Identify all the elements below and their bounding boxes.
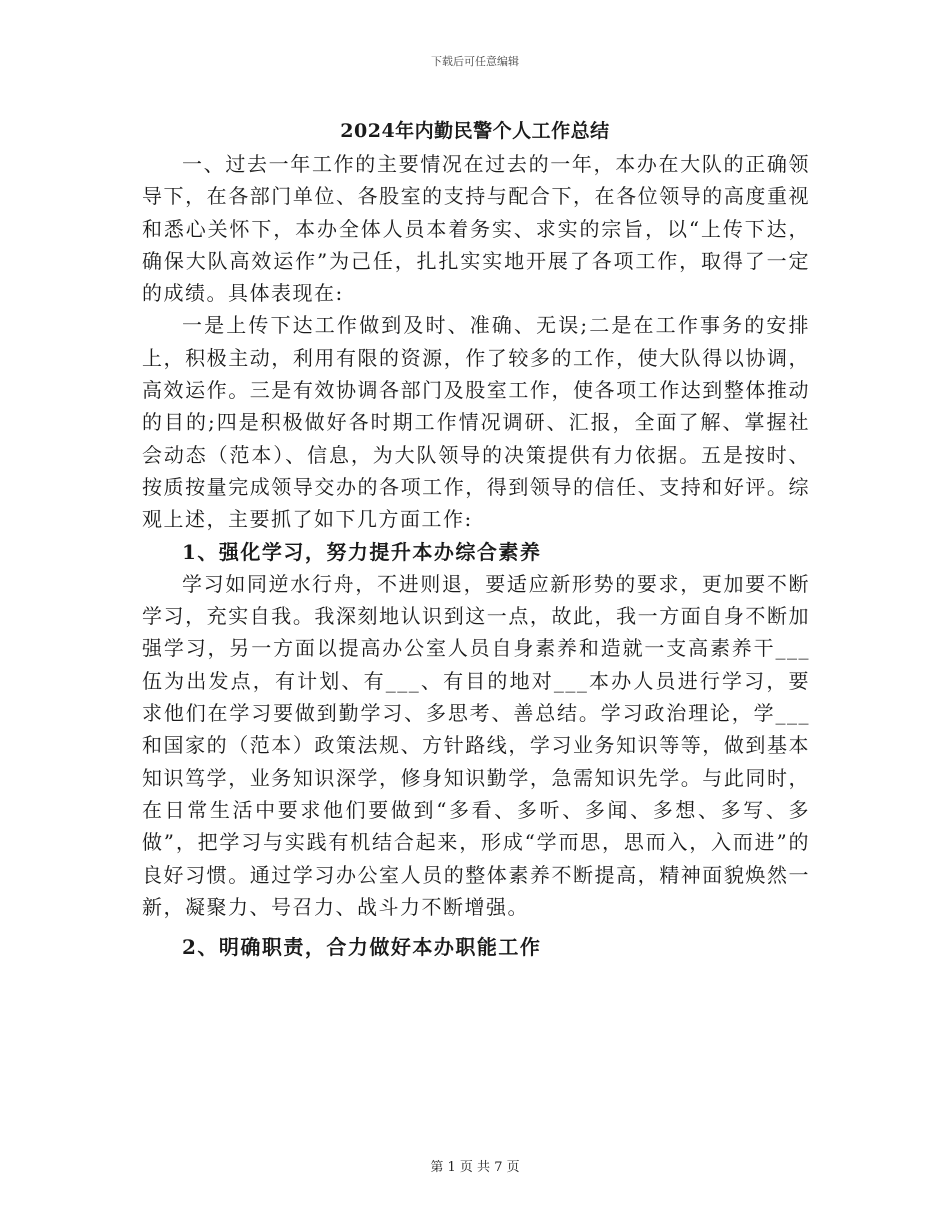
section-heading-2: 2、明确职责，合力做好本办职能工作 [182, 935, 542, 960]
paragraph-achievements: 一是上传下达工作做到及时、准确、无误;二是在工作事务的安排上，积极主动，利用有限的资源，作了较多的工作，使大队得以协调，高效运作。三是有效协调各部门及股室工作，使各项工作达到整体推动的目的;四是积极做好各时期工作情况调研、汇报，全面了解、掌握社会动态（范本）、信息，为大队领导的决策提供有力依据。五是按时、按质按量完成领导交办的各项工作，得到领导的信任、支持和好评。综观上述，主要抓了如下几方面工作: [142, 313, 810, 532]
document-body [142, 148, 810, 963]
page-header-note: 下载后可任意编辑 [431, 55, 519, 68]
paragraph-section-1: 学习如同逆水行舟，不进则退，要适应新形势的要求，更加要不断学习，充实自我。我深刻地认识到这一点，故此，我一方面自身不断加强学习，另一方面以提高办公室人员自身素养和造就一支高素养干___伍为出发点，有计划、有___、有目的地对___本办人员进行学习，要求他们在学习要做到勤学习、多思考、善总结。学习政治理论，学___和国家的（范本）政策法规、方针路线，学习业务知识等等，做到基本知识笃学，业务知识深学，修身知识勤学，急需知识先学。与此同时，在日常生活中要求他们要做到“多看、多听、多闻、多想、多写、多做”，把学习与实践有机结合起来，形成“学而思，思而入，入而进”的良好习惯。通过学习办公室人员的整体素养不断提高，精神面貌焕然一新，凝聚力、号召力、战斗力不断增强。 [142, 571, 810, 919]
paragraph-overview: 一、过去一年工作的主要情况在过去的一年，本办在大队的正确领导下，在各部门单位、各股室的支持与配合下，在各位领导的高度重视和悉心关怀下，本办全体人员本着务实、求实的宗旨，以“上传下达，确保大队高效运作”为己任，扎扎实实地开展了各项工作，取得了一定的成绩。具体表现在: [142, 152, 810, 306]
document-title: 2024年内勤民警个人工作总结 [340, 120, 610, 142]
page-footer-number: 第 1 页 共 7 页 [430, 1160, 520, 1175]
section-heading-1: 1、强化学习，努力提升本办综合素养 [182, 539, 542, 564]
